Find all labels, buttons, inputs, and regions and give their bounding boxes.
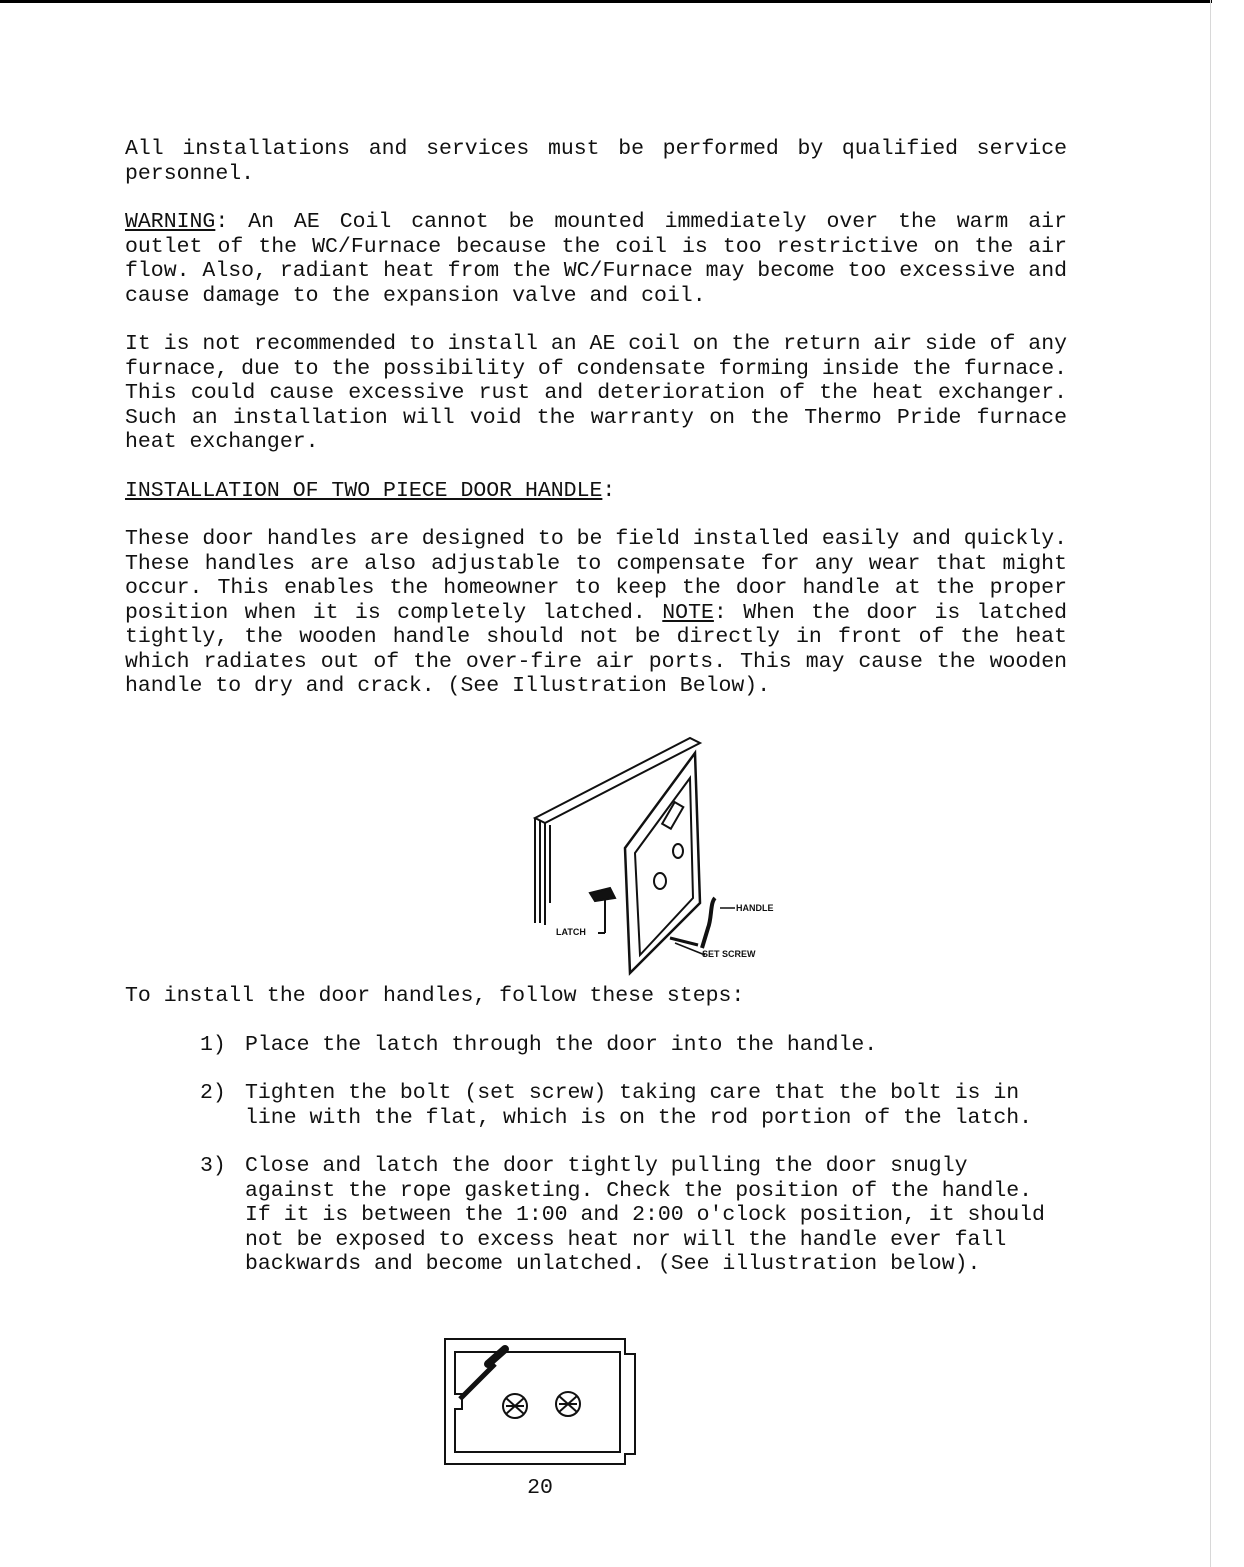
section-heading-suffix: : (602, 478, 616, 503)
handle-position-illustration (440, 1334, 645, 1469)
figure-label-latch: LATCH (556, 927, 586, 937)
step-number: 3) (200, 1154, 226, 1178)
note-text: : When the door is latched tightly, the wooden handle should not be directly in front of the heat which radiates out of the over-fire air ports. This may cause the wooden handle to dry and crack. (See Illustration Below). (125, 600, 1067, 698)
step-text: Close and latch the door tightly pulling the door snugly against the rope gasketing. Check the position of the handle. If it is between the 1:00 and 2:00 o'clock position, it should not be exposed to excess heat nor will the handle ever fall backwards and become unlatched. (See illustration below). (245, 1154, 1045, 1276)
figure-label-handle: HANDLE (736, 903, 774, 913)
section-body-paragraph (125, 527, 1067, 699)
warning-paragraph (125, 210, 1067, 308)
warning-text: : An AE Coil cannot be mounted immediately over the warm air outlet of the WC/Furnace because the coil is too restrictive on the air flow. Also, radiant heat from the WC/Furnace may become too excessive and cause damage to the expansion valve and coil. (125, 210, 1067, 308)
figure-label-set-screw: SET SCREW (702, 949, 756, 959)
step-text: Place the latch through the door into the handle. (245, 1032, 878, 1057)
steps-intro: To install the door handles, follow these steps: (125, 984, 745, 1008)
step-item (125, 1154, 1067, 1277)
section-heading (125, 479, 1067, 504)
intro-paragraph: All installations and services must be performed by qualified service personnel. (125, 137, 1067, 186)
step-number: 1) (200, 1032, 226, 1057)
page-number: 20 (527, 1476, 553, 1500)
right-edge-line (1210, 0, 1211, 1567)
step-item (125, 1033, 1067, 1058)
top-border-line (0, 0, 1212, 3)
warning-label: WARNING (125, 210, 216, 234)
door-handle-illustration (530, 733, 800, 978)
step-number: 2) (200, 1081, 226, 1105)
step-item (125, 1081, 1067, 1130)
section-heading-text: INSTALLATION OF TWO PIECE DOOR HANDLE (125, 478, 603, 503)
section-body-text: These door handles are designed to be field installed easily and quickly. These handles are also adjustable to compensate for any wear that might occur. This enables the homeowner to keep the door handle at the proper position when it is completely latched. (125, 527, 1067, 625)
steps-list (125, 1033, 1067, 1277)
return-air-paragraph: It is not recommended to install an AE coil on the return air side of any furnace, due to the possibility of condensate forming inside the furnace. This could cause excessive rust and deterioration of the heat exchanger. Such an installation will void the warranty on the Thermo Pride furnace heat exchanger. (125, 332, 1067, 454)
page-body (125, 137, 1067, 699)
steps-section (125, 984, 1067, 1301)
note-label: NOTE (662, 600, 714, 625)
step-text: Tighten the bolt (set screw) taking care that the bolt is in line with the flat, which is on the rod portion of the latch. (245, 1081, 1033, 1130)
